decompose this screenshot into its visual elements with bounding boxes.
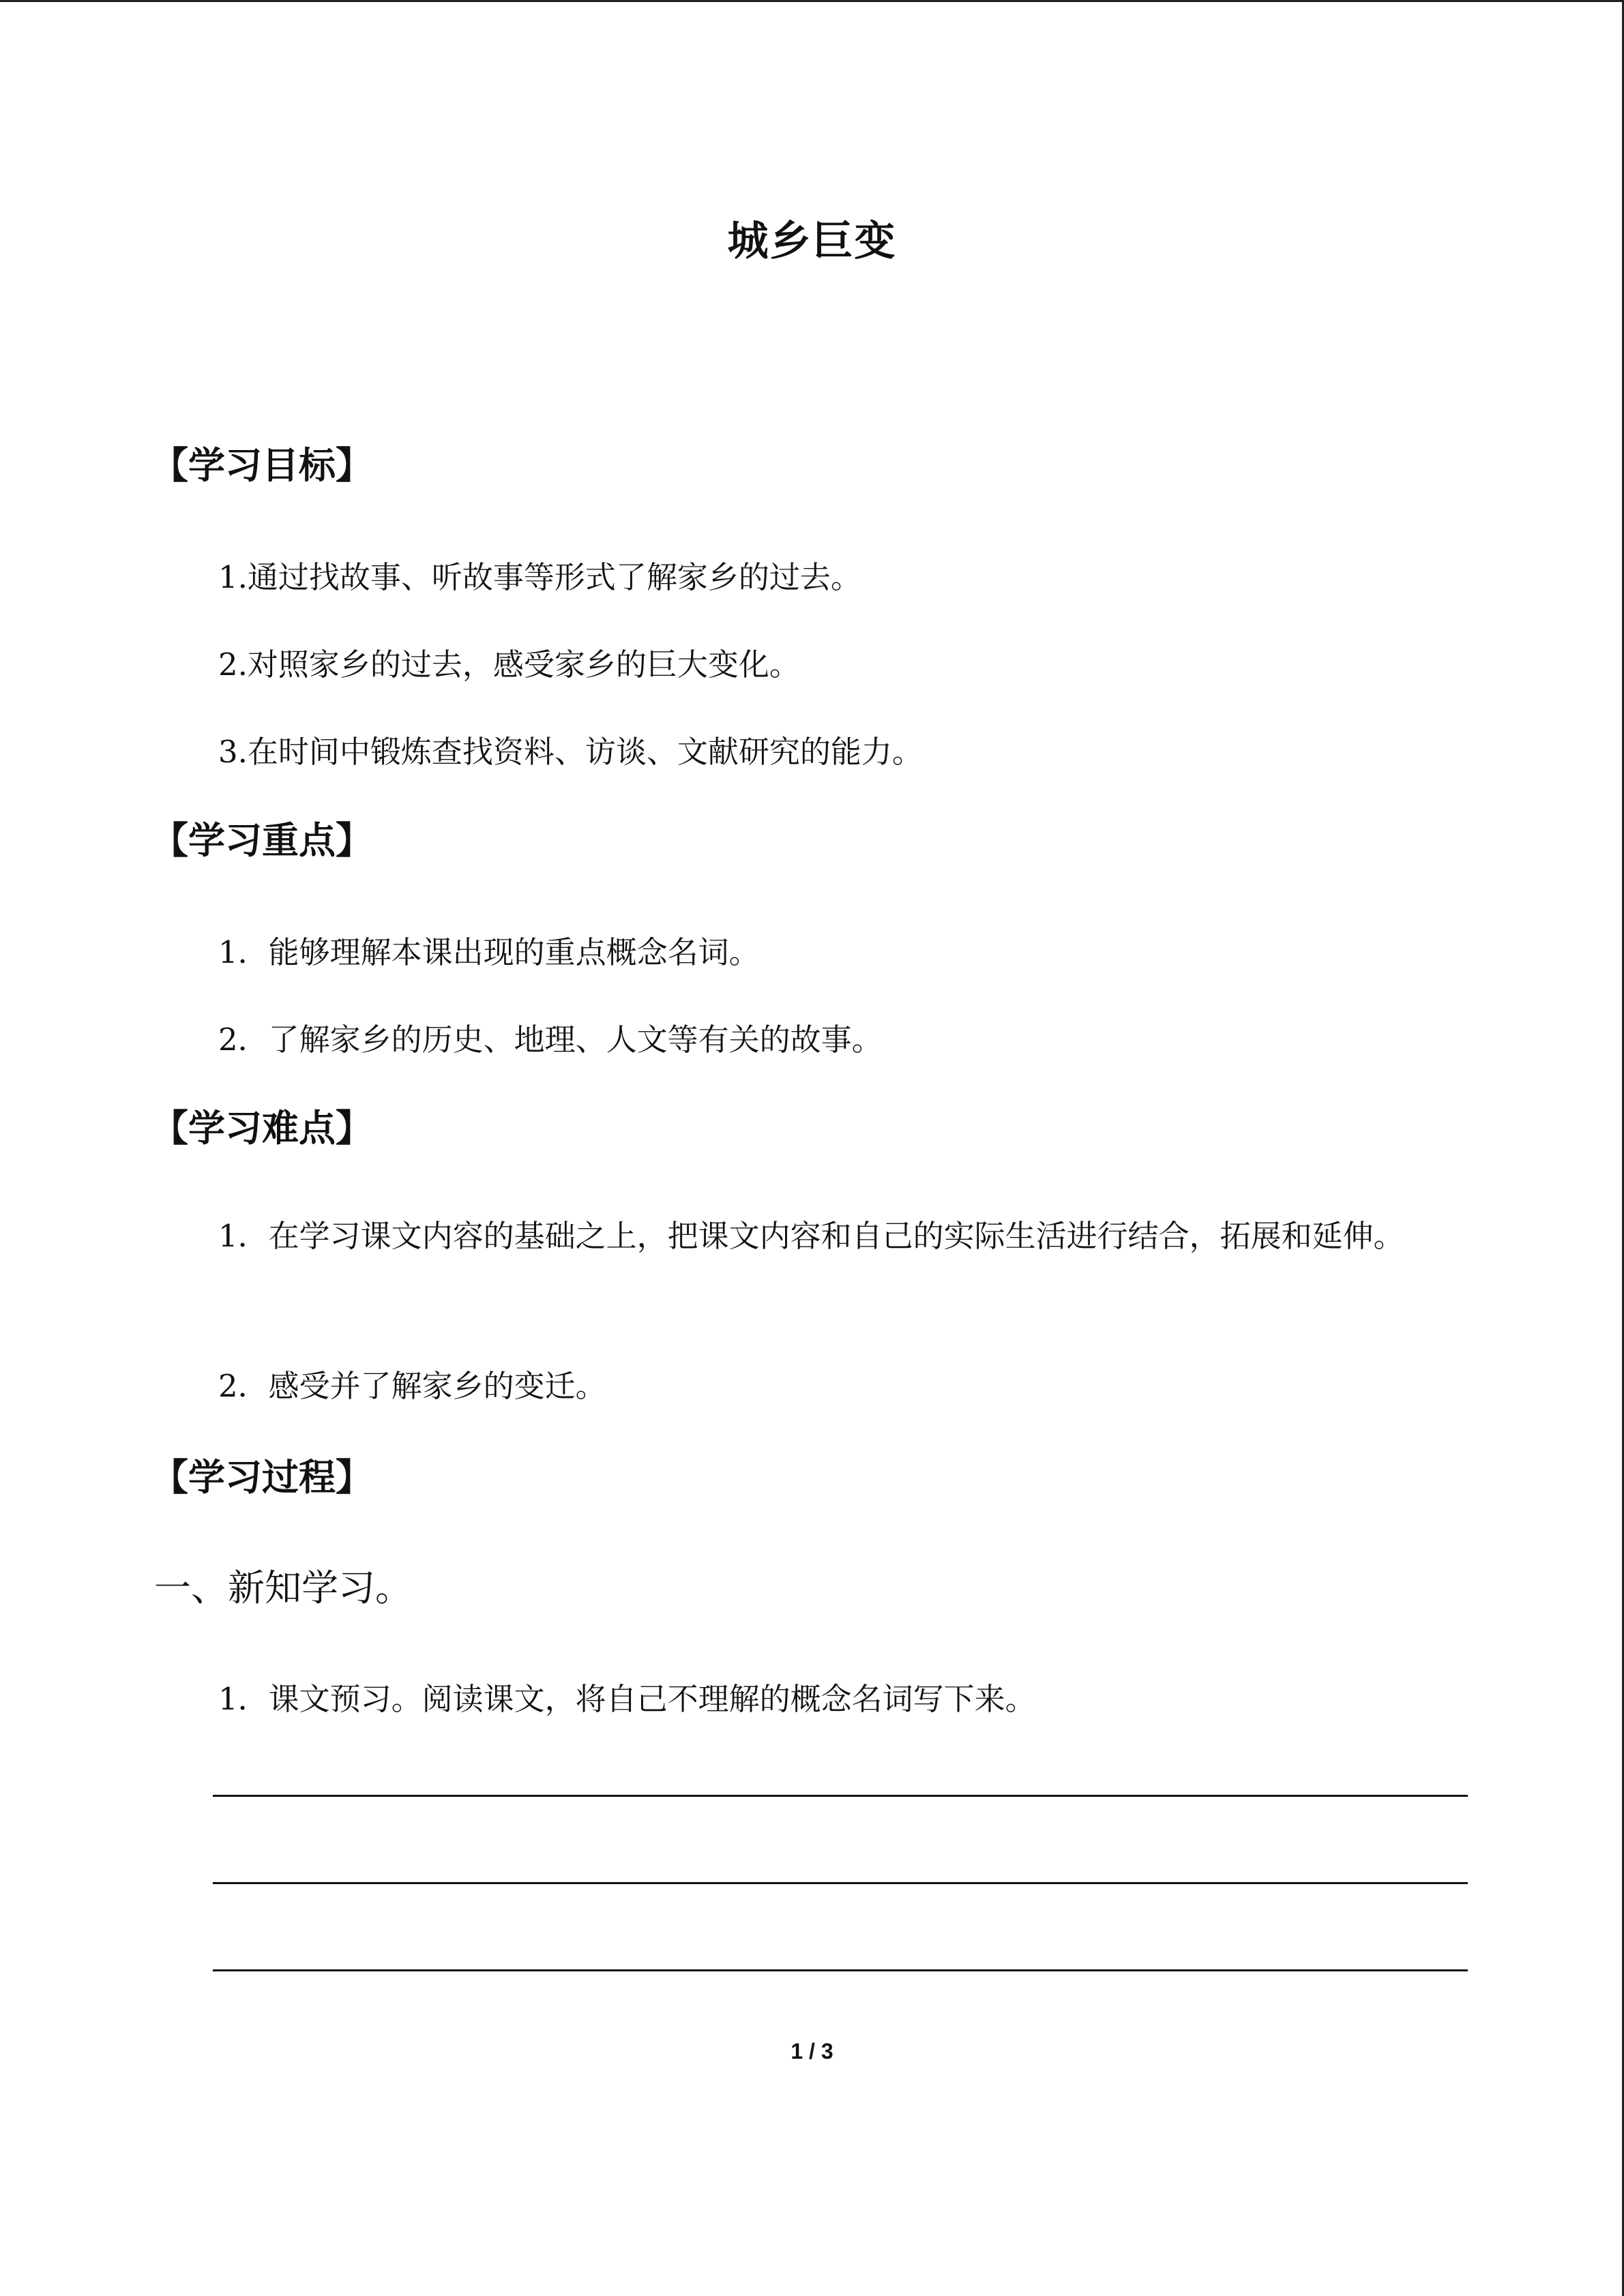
answer-line-2 (213, 1882, 1468, 1884)
objective-item-2: 2.对照家乡的过去，感受家乡的巨大变化。 (218, 646, 800, 683)
page-number: 1 / 3 (791, 2039, 833, 2063)
key-point-item-1: 1．能够理解本课出现的重点概念名词。 (218, 934, 760, 970)
objective-item-1: 1.通过找故事、听故事等形式了解家乡的过去。 (218, 559, 861, 595)
answer-line-1 (213, 1795, 1468, 1797)
heading-key-points: 【学习重点】 (151, 819, 372, 862)
difficulty-item-2: 2．感受并了解家乡的变迁。 (218, 1368, 606, 1404)
key-point-item-2: 2．了解家乡的历史、地理、人文等有关的故事。 (218, 1022, 883, 1058)
objective-item-3: 3.在时间中锻炼查找资料、访谈、文献研究的能力。 (218, 734, 923, 770)
process-part1-item-1: 1．课文预习。阅读课文，将自己不理解的概念名词写下来。 (218, 1681, 1036, 1717)
process-part1-title: 一、新知学习。 (154, 1566, 412, 1609)
heading-process: 【学习过程】 (151, 1456, 372, 1499)
document-title: 城乡巨变 (727, 218, 897, 265)
heading-objectives: 【学习目标】 (151, 444, 372, 487)
difficulty-item-1: 1．在学习课文内容的基础之上，把课文内容和自己的实际生活进行结合，拓展和延伸。 (218, 1218, 1404, 1254)
heading-difficulties: 【学习难点】 (151, 1107, 372, 1150)
answer-line-3 (213, 1969, 1468, 1971)
